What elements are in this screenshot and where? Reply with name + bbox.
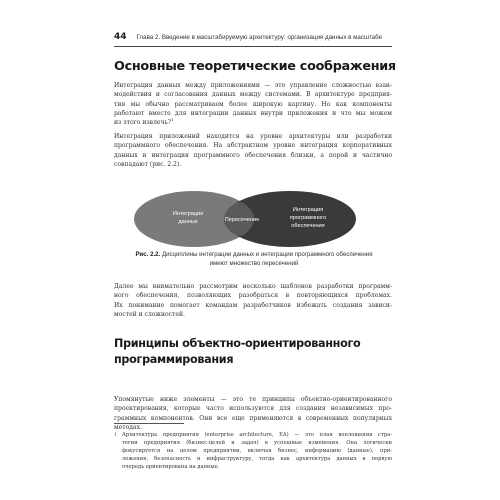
paragraph-line: граммных компонентов. Они все еще применяются в современных популярных [114,414,392,422]
footnote-line: ложения, безопасность и инфраструктуру, тогда как архитектура данных в первую [122,456,392,463]
paragraph-line: работают вместе для интеграции данных внутри приложения и что мы можем [114,109,392,117]
paragraph-line: программного обеспечения. На абстрактном уровне интеграция корпоративных [114,142,392,150]
paragraph-line: Упомянутые ниже элементы — это те принципы объектно-ориентированного [114,396,392,403]
data-integration-label: данных [178,219,198,225]
caption-label: Рис. 2.2. [135,251,161,258]
paragraph-line: Их понимание помогает командам разработчиков избежать создания зависи- [114,301,392,309]
paragraph-line: Далее мы внимательно рассмотрим несколько шаблонов разработки программ- [114,283,392,290]
footnote-line: фокусируется на целом предприятии, включая бизнес, информацию (данные), при- [122,448,392,455]
data-integration-label: Интеграция [172,211,204,217]
footnote [114,431,392,471]
footnote-mark: 1 [114,432,117,437]
paragraph-line: модействия и согласования данных между системами. В архитектуре предприя- [114,91,392,99]
paragraph-1 [114,81,392,127]
section-title-line: программирования [114,352,234,366]
paragraph-line: проектирования, которые часто используются для создания независимых про- [114,405,392,413]
paragraph-line: Интеграция приложений находится на уровне архитектуры или разработки [114,133,392,140]
paragraph-line: методах. [114,423,142,431]
intersection-label: Пересечение [224,217,260,223]
footnote-line: очередь ориентирована на данные. [122,464,220,471]
page-number: 44 [114,32,127,42]
paragraph-4 [114,395,392,432]
venn-diagram [130,190,370,248]
software-integration-label: Интеграция [292,207,324,213]
caption-line-2: имеют множество пересечений [209,259,299,267]
paragraph-line: совпадают (рис. 2.2). [114,160,182,168]
page-header [114,32,392,44]
paragraph-line-text: из этого извлечь? [114,119,172,127]
caption-line-1 [114,251,394,260]
paragraph-2 [114,132,392,169]
software-integration-label: обеспечения [291,223,325,229]
footnote-line: тегии предприятия (бизнес-целей и задач) в успешные изменения. Она логически [122,440,392,447]
paragraph-line: Интеграция данных между приложениями — это управление сложностью взаи- [114,82,392,89]
paragraph-line: мостей и сложностей. [114,310,185,318]
paragraph-line: данных и интеграция программного обеспечения близки, а порой и частично [114,151,392,159]
paragraph-line: ного обеспечения, позволяющих разобраться в повторяющихся проблемах. [114,292,392,300]
section-title-line: Принципы объектно-ориентированного [114,337,361,350]
footnote-line: Архитектура предприятия (enterprise architecture, EA) — это план воплощения стра- [122,432,392,438]
software-integration-label: программного [289,215,327,221]
figure-caption [114,251,394,268]
running-head: Глава 2. Введение в масштабируемую архитектуру: организация данных в масштабе [136,34,383,41]
footnote-rule [114,423,184,424]
section-title-oop [114,336,394,367]
paragraph-line-last [114,118,392,127]
footnote-body [122,431,392,471]
paragraph-line: тия мы обычно рассматриваем более широкую картину. Но как компоненты [114,100,392,108]
paragraph-3 [114,282,392,319]
caption-text: Дисциплины интеграции данных и интеграции программного обеспечения [161,251,373,258]
footnote-reference[interactable]: 1 [171,117,174,123]
section-title: Основные теоретические соображения [114,59,396,74]
header-rule [114,46,392,47]
